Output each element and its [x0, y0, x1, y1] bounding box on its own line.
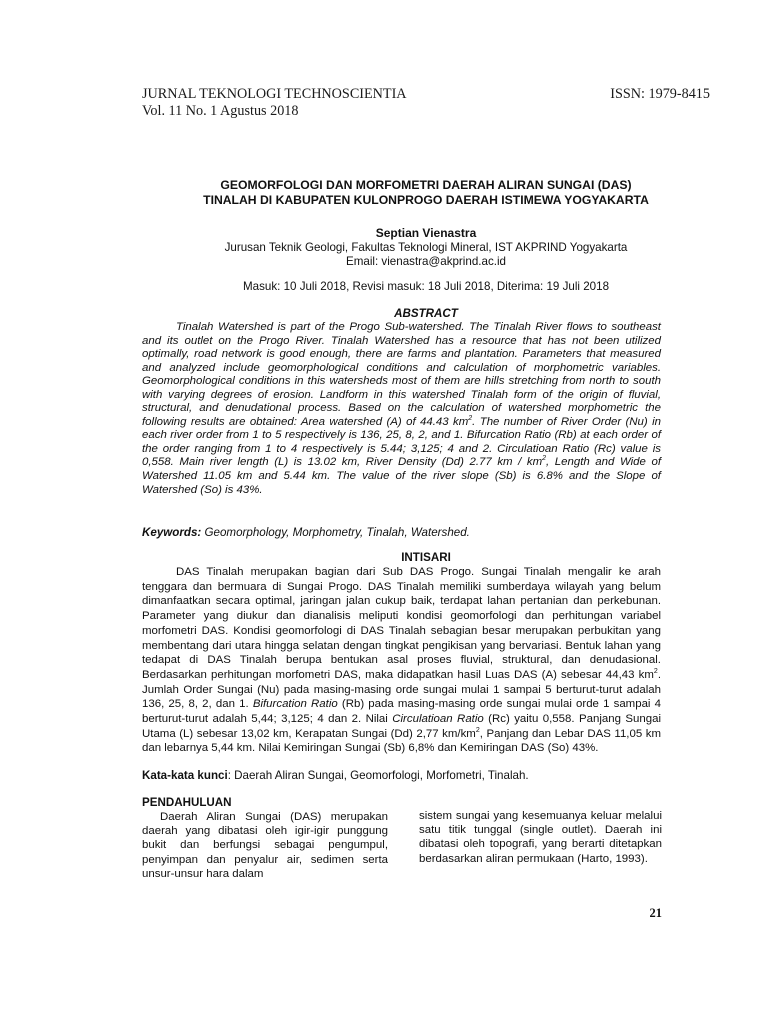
author-block: [142, 226, 710, 269]
intisari-part-1: DAS Tinalah merupakan bagian dari Sub DAS Progo. Sungai Tinalah mengalir ke arah tenggara dan bermuara di Sungai Progo. DAS Tinalah memiliki sumberdaya wilayah yang belum dimanfaatkan secara optimal, jaringan jalan cukup baik, terdapat lahan pertanian dan perkebunan. Parameter yang diukur dan dianalisis meliputi kondisi geomorfologi dan perhitungan variabel morfometri DAS. Kondisi geomorfologi di DAS Tinalah sebagian besar merupakan perbukitan yang membentang dari utara hingga selatan dengan tingkat pengikisan yang bervariasi. Bentuk lahan yang tedapat di DAS Tinalah berupa bentukan asal proses fluvial, struktural, dan denudasional. Berdasarkan perhitungan morfometri DAS, maka didapatkan hasil Luas DAS (A) sebesar 44,43 km: [142, 566, 661, 681]
journal-name: JURNAL TEKNOLOGI TECHNOSCIENTIA: [142, 86, 407, 102]
abstract-part-3: , Length and Wide of Watershed 11.05 km and 5.44 km. The value of the river slope (Sb) is 6.8% and the Slope of Watershed (So) is 43%.: [142, 456, 661, 496]
title-line-1: GEOMORFOLOGI DAN MORFOMETRI DAERAH ALIRAN SUNGAI (DAS): [220, 178, 632, 192]
keywords-label: Keywords:: [142, 526, 202, 539]
author-name: Septian Vienastra: [375, 226, 477, 240]
pendahuluan-right-column: sistem sungai yang kesemuanya keluar melalui satu titik tunggal (single outlet). Daerah ini dibatasi oleh topografi, yang berarti ditetapkan berdasarkan aliran permukaan (Harto, 1993).: [419, 810, 662, 865]
author-affiliation: Jurusan Teknik Geologi, Fakultas Teknologi Mineral, IST AKPRIND Yogyakarta: [224, 241, 628, 254]
keywords-text: Geomorphology, Morphometry, Tinalah, Watershed.: [201, 526, 470, 539]
kata-kunci-label: Kata-kata kunci: [142, 769, 228, 782]
paper-title: [142, 178, 710, 208]
abstract-heading: ABSTRACT: [394, 307, 458, 320]
kata-kunci-text: : Daerah Aliran Sungai, Geomorfologi, Morfometri, Tinalah.: [227, 769, 529, 782]
intisari-part-4: (Rc) yaitu 0,558. Panjang Sungai Utama (L) sebesar 13,02 km, Kerapatan Sungai (Dd) 2,77 km/km: [142, 713, 661, 740]
intisari-text: [142, 565, 661, 756]
intisari-part-5: , Panjang dan Lebar DAS 11,05 km dan lebarnya 5,44 km. Nilai Kemiringan Sungai (Sb) 6,8% dan Kemiringan DAS (So) 43%.: [142, 727, 661, 755]
intisari-part-3: (Rb) pada masing-masing orde sungai mulai orde 1 sampai 4 berturut-turut adalah 5,44; 3,125; 4 dan 2. Nilai: [142, 698, 661, 726]
intisari-part-2: . Jumlah Order Sungai (Nu) pada masing-masing orde sungai mulai 1 sampai 5 berturut-turut adalah 136, 25, 8, 2, dan 1.: [142, 668, 661, 711]
pendahuluan-heading: PENDAHULUAN: [142, 796, 232, 809]
abstract-superscript-2: 2: [542, 455, 547, 463]
journal-header: [142, 86, 710, 120]
pendahuluan-left-column: Daerah Aliran Sungai (DAS) merupakan daerah yang dibatasi oleh igir-igir punggung bukit dan berfungsi sebagai pengumpul, penyimpan dan penyalur air, sedimen serta unsur-unsur hara dalam: [142, 811, 388, 880]
intisari-superscript-1: 2: [653, 668, 658, 676]
intisari-italic-bifurcation: Bifurcation Ratio: [252, 698, 338, 711]
abstract-part-2: . The number of River Order (Nu) in each river order from 1 to 5 respectively is 136, 25, 8, 2, and 1. Bifurcation Ratio (Rb) at each order of the order ranging from 1 to 4 respectively is 5.44; 3,125; 4 and 2. Circulatioan Ratio (Rc) value is 0,558. Main river length (L) is 13.02 km, River Density (Dd) 2.77 km / km: [142, 415, 661, 469]
intisari-italic-circulation: Circulatioan Ratio: [392, 713, 484, 726]
intisari-heading: INTISARI: [401, 551, 451, 564]
volume-info: Vol. 11 No. 1 Agustus 2018: [142, 103, 299, 119]
abstract-superscript-1: 2: [468, 415, 473, 423]
issn: ISSN: 1979-8415: [610, 86, 710, 102]
kata-kunci: [142, 769, 661, 783]
abstract-part-1: Tinalah Watershed is part of the Progo Sub-watershed. The Tinalah River flows to southeast and its outlet on the Progo River. Tinalah Watershed has a resource that has not been utilized optimally, road network is good enough, there are farms and plantation. Parameters that measured and analyzed include geomorphological conditions and calculation of morphometric variables. Geomorphological conditions in this watersheds most of them are hills stretching from north to south with varying degrees of erosion. Landform in this watershed Tinalah form of the origin of fluvial, structural, and denudational process. Based on the calculation of watershed morphometric the following results are obtained: Area watershed (A) of 44.43 km: [142, 321, 661, 428]
abstract-text: [142, 321, 661, 497]
intisari-superscript-2: 2: [475, 726, 480, 734]
title-line-2: TINALAH DI KABUPATEN KULONPROGO DAERAH ISTIMEWA YOGYAKARTA: [203, 193, 649, 207]
keywords: [142, 526, 661, 540]
author-email: Email: vienastra@akprind.ac.id: [346, 255, 506, 268]
page-number: 21: [649, 906, 662, 920]
submission-dates: Masuk: 10 Juli 2018, Revisi masuk: 18 Juli 2018, Diterima: 19 Juli 2018: [242, 280, 610, 293]
